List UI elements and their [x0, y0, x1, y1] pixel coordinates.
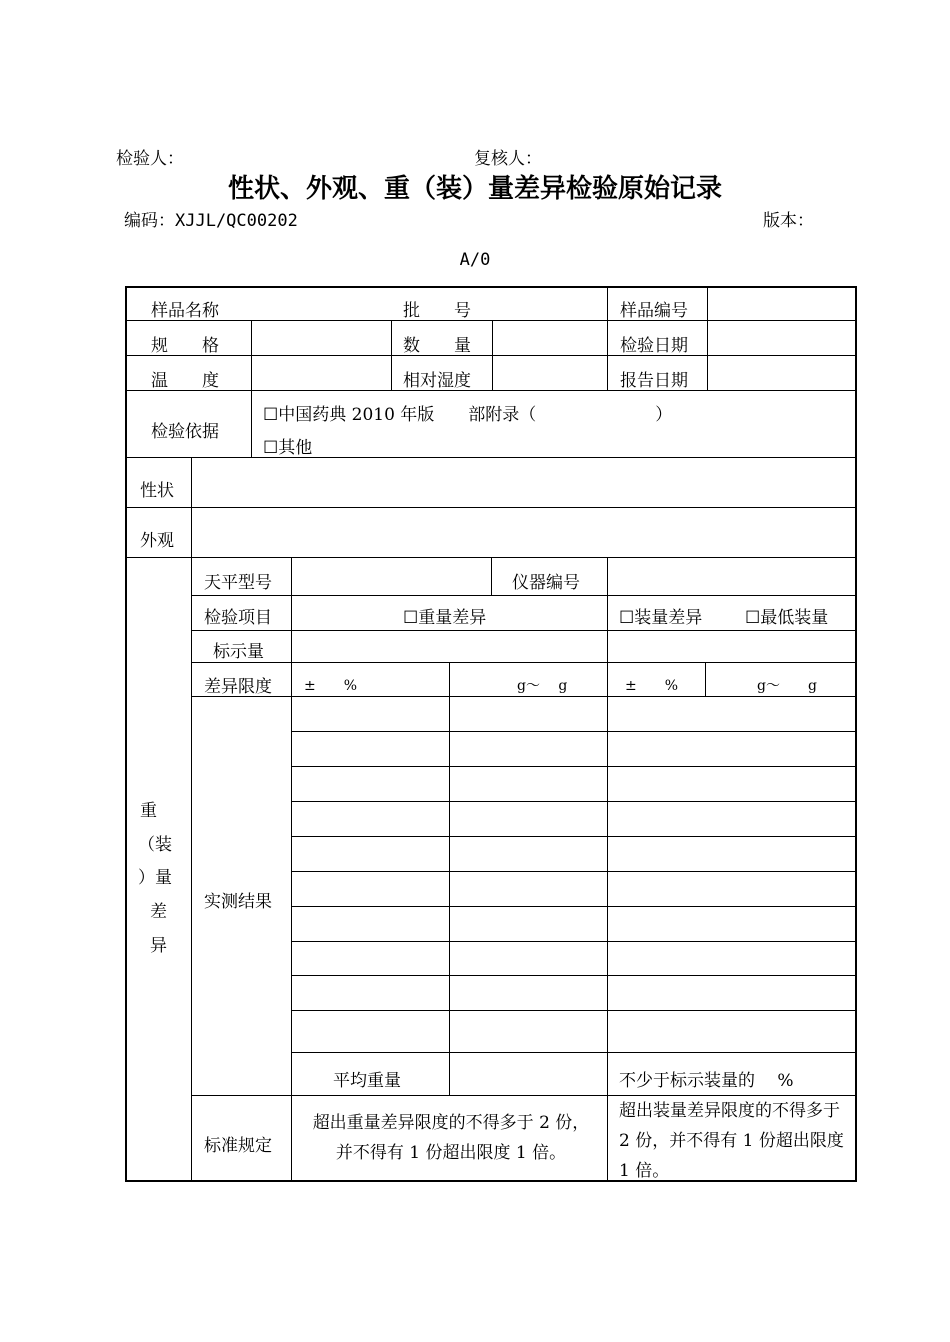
min-fill-checkbox[interactable]: ☐最低装量: [745, 608, 829, 628]
quantity-label: 数 量: [403, 336, 471, 356]
version-label: 版本：: [763, 211, 814, 231]
results-label: 实测结果: [204, 892, 272, 912]
min-fill-percent-label: 不少于标示装量的 %: [619, 1071, 794, 1091]
report-date-label: 报告日期: [620, 371, 688, 391]
avg-weight-label: 平均重量: [333, 1071, 401, 1091]
limit-grams-fill: g～ g: [757, 678, 817, 694]
test-date-label: 检验日期: [620, 336, 688, 356]
page-title: 性状、外观、重（装）量差异检验原始记录: [227, 174, 722, 204]
sample-id-label: 样品编号: [620, 301, 688, 321]
limit-label: 差异限度: [204, 677, 272, 697]
standard-label: 标准规定: [204, 1136, 272, 1156]
basis-other-checkbox[interactable]: ☐其他: [263, 438, 313, 458]
spec-label: 规 格: [151, 336, 219, 356]
basis-label: 检验依据: [151, 422, 219, 442]
standard-weight-text: 超出重量差异限度的不得多于 2 份，并不得有 1 份超出限度 1 倍。: [312, 1113, 590, 1163]
weight-section-label-4: 差: [150, 902, 167, 922]
humidity-label: 相对湿度: [403, 371, 471, 391]
instrument-no-label: 仪器编号: [512, 573, 580, 593]
appearance-label: 外观: [140, 531, 174, 551]
weight-section-label-2: （装: [138, 835, 172, 855]
limit-percent-weight: ± %: [304, 678, 358, 694]
reviewer-label: 复核人：: [474, 149, 542, 169]
version-value: A/0: [459, 250, 491, 270]
weight-section-label-3: ）量: [138, 868, 172, 888]
weight-variation-checkbox[interactable]: ☐重量差异: [403, 608, 487, 628]
inspector-label: 检验人：: [116, 149, 184, 169]
standard-fill-text: 超出装量差异限度的不得多于 2 份，并不得有 1 份超出限度 1 倍。: [619, 1101, 844, 1181]
weight-section-label-5: 异: [150, 936, 167, 956]
fill-variation-checkbox[interactable]: ☐装量差异: [619, 608, 703, 628]
sample-name-label: 样品名称: [151, 301, 219, 321]
balance-model-label: 天平型号: [204, 573, 272, 593]
weight-section-label-1: 重: [140, 801, 157, 821]
code-label: 编码：XJJL/QC00202: [124, 211, 298, 231]
batch-no-label: 批 号: [403, 301, 471, 321]
basis-pharmacopoeia-checkbox[interactable]: ☐中国药典 2010 年版 部附录（ ）: [263, 405, 673, 425]
character-label: 性状: [140, 481, 174, 501]
limit-percent-fill: ± %: [625, 678, 679, 694]
limit-grams-weight: g～ g: [517, 678, 568, 694]
temperature-label: 温 度: [151, 371, 219, 391]
test-item-label: 检验项目: [204, 608, 272, 628]
labeled-amount-label: 标示量: [213, 642, 264, 662]
